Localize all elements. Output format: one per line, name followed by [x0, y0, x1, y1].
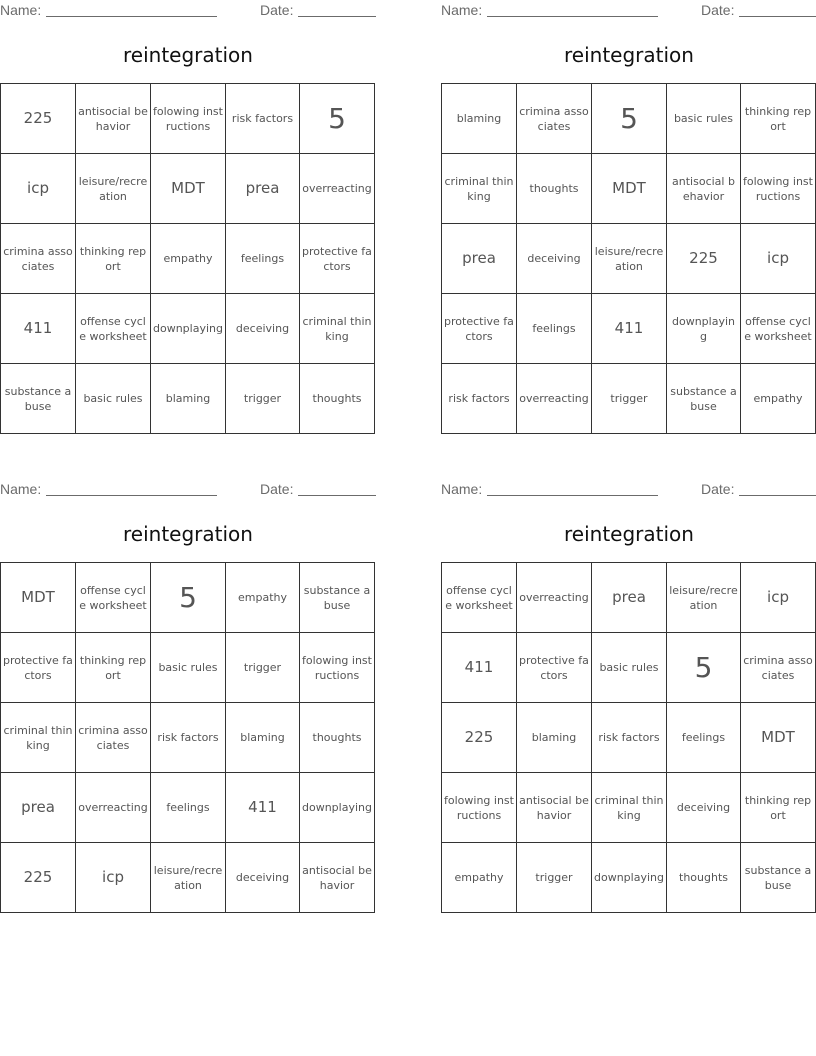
bingo-cell[interactable]: antisocial behavior	[667, 154, 741, 224]
date-field[interactable]	[298, 495, 376, 496]
bingo-cell[interactable]: 411	[226, 773, 300, 843]
bingo-cell[interactable]: blaming	[151, 364, 226, 434]
date-label: Date:	[701, 481, 735, 497]
bingo-cell[interactable]: empathy	[226, 563, 300, 633]
name-label: Name:	[0, 2, 42, 18]
bingo-card	[0, 479, 376, 892]
bingo-cell[interactable]: folowing instructions	[151, 84, 226, 154]
bingo-cell[interactable]: risk factors	[226, 84, 300, 154]
bingo-cell[interactable]: deceiving	[517, 224, 592, 294]
name-field[interactable]	[46, 16, 217, 17]
bingo-cell[interactable]: icp	[1, 154, 76, 224]
bingo-cell[interactable]: offense cycle worksheet	[442, 563, 517, 633]
bingo-cell[interactable]: antisocial behavior	[76, 84, 151, 154]
bingo-cell[interactable]: downplaying	[300, 773, 375, 843]
bingo-cell[interactable]: antisocial behavior	[300, 843, 375, 913]
bingo-cell[interactable]: overreacting	[76, 773, 151, 843]
bingo-cell[interactable]: leisure/recreation	[151, 843, 226, 913]
bingo-cell[interactable]: empathy	[151, 224, 226, 294]
bingo-cell[interactable]: feelings	[667, 703, 741, 773]
bingo-grid	[0, 83, 375, 434]
bingo-cell[interactable]: substance abuse	[300, 563, 375, 633]
bingo-cell[interactable]: crimina associates	[741, 633, 816, 703]
bingo-cell[interactable]: prea	[442, 224, 517, 294]
bingo-cell[interactable]: thoughts	[300, 703, 375, 773]
bingo-cell[interactable]: thoughts	[300, 364, 375, 434]
name-field[interactable]	[46, 495, 217, 496]
card-title: reintegration	[564, 43, 694, 67]
bingo-cell[interactable]: basic rules	[592, 633, 667, 703]
bingo-cell[interactable]: overreacting	[300, 154, 375, 224]
bingo-cell[interactable]: empathy	[442, 843, 517, 913]
bingo-cell[interactable]: trigger	[517, 843, 592, 913]
date-label: Date:	[260, 481, 294, 497]
bingo-grid	[0, 562, 375, 913]
bingo-cell[interactable]: 225	[1, 843, 76, 913]
bingo-cell[interactable]: substance abuse	[741, 843, 816, 913]
bingo-cell[interactable]: 411	[592, 294, 667, 364]
name-label: Name:	[0, 481, 42, 497]
bingo-cell[interactable]: offense cycle worksheet	[76, 563, 151, 633]
bingo-cell[interactable]: overreacting	[517, 364, 592, 434]
bingo-cell[interactable]: downplaying	[592, 843, 667, 913]
bingo-cell[interactable]: criminal thinking	[442, 154, 517, 224]
bingo-cell[interactable]: trigger	[226, 633, 300, 703]
date-field[interactable]	[739, 16, 816, 17]
bingo-cell[interactable]: prea	[592, 563, 667, 633]
bingo-cell[interactable]: basic rules	[76, 364, 151, 434]
bingo-cell[interactable]: criminal thinking	[1, 703, 76, 773]
bingo-cell[interactable]: protective factors	[517, 633, 592, 703]
bingo-cell[interactable]: trigger	[592, 364, 667, 434]
bingo-cell[interactable]: 5	[592, 84, 667, 154]
bingo-cell[interactable]: 411	[442, 633, 517, 703]
bingo-cell[interactable]: MDT	[592, 154, 667, 224]
bingo-cell[interactable]: thinking report	[76, 224, 151, 294]
bingo-cell[interactable]: 225	[442, 703, 517, 773]
date-field[interactable]	[298, 16, 376, 17]
date-label: Date:	[701, 2, 735, 18]
bingo-cell[interactable]: protective factors	[300, 224, 375, 294]
card-title: reintegration	[123, 43, 253, 67]
bingo-cell[interactable]: feelings	[151, 773, 226, 843]
bingo-cell[interactable]: folowing instructions	[741, 154, 816, 224]
bingo-cell[interactable]: thinking report	[741, 84, 816, 154]
bingo-cell[interactable]: leisure/recreation	[76, 154, 151, 224]
bingo-cell[interactable]: antisocial behavior	[517, 773, 592, 843]
card-header	[441, 0, 816, 22]
bingo-cell[interactable]: thinking report	[76, 633, 151, 703]
bingo-cell[interactable]: icp	[76, 843, 151, 913]
bingo-cell[interactable]: downplaying	[151, 294, 226, 364]
name-label: Name:	[441, 481, 483, 497]
date-field[interactable]	[739, 495, 816, 496]
bingo-cell[interactable]: empathy	[741, 364, 816, 434]
bingo-card	[441, 479, 816, 892]
bingo-cell[interactable]: folowing instructions	[300, 633, 375, 703]
bingo-cell[interactable]: prea	[226, 154, 300, 224]
bingo-cell[interactable]: thoughts	[517, 154, 592, 224]
bingo-cell[interactable]: 225	[667, 224, 741, 294]
bingo-cell[interactable]: crimina associates	[1, 224, 76, 294]
bingo-cell[interactable]: offense cycle worksheet	[76, 294, 151, 364]
bingo-cell[interactable]: deceiving	[667, 773, 741, 843]
bingo-cell[interactable]: feelings	[226, 224, 300, 294]
bingo-cell[interactable]: offense cycle worksheet	[741, 294, 816, 364]
bingo-cell[interactable]: risk factors	[442, 364, 517, 434]
bingo-cell[interactable]: trigger	[226, 364, 300, 434]
bingo-cell[interactable]: criminal thinking	[592, 773, 667, 843]
bingo-cell[interactable]: leisure/recreation	[667, 563, 741, 633]
bingo-cell[interactable]: 5	[667, 633, 741, 703]
bingo-card	[441, 0, 816, 413]
card-header	[441, 479, 816, 501]
bingo-cell[interactable]: folowing instructions	[442, 773, 517, 843]
bingo-cell[interactable]: blaming	[226, 703, 300, 773]
bingo-cell[interactable]: MDT	[151, 154, 226, 224]
bingo-cell[interactable]: deceiving	[226, 843, 300, 913]
bingo-cell[interactable]: basic rules	[667, 84, 741, 154]
bingo-card	[0, 0, 376, 413]
bingo-cell[interactable]: risk factors	[151, 703, 226, 773]
bingo-cell[interactable]: deceiving	[226, 294, 300, 364]
bingo-cell[interactable]: blaming	[517, 703, 592, 773]
bingo-cell[interactable]: 5	[151, 563, 226, 633]
bingo-cell[interactable]: downplaying	[667, 294, 741, 364]
bingo-cell[interactable]: thoughts	[667, 843, 741, 913]
bingo-cell[interactable]: basic rules	[151, 633, 226, 703]
bingo-cell[interactable]: icp	[741, 224, 816, 294]
bingo-cell[interactable]: criminal thinking	[300, 294, 375, 364]
bingo-cell[interactable]: 5	[300, 84, 375, 154]
date-label: Date:	[260, 2, 294, 18]
bingo-cell[interactable]: feelings	[517, 294, 592, 364]
bingo-cell[interactable]: risk factors	[592, 703, 667, 773]
name-field[interactable]	[487, 495, 658, 496]
bingo-cell[interactable]: blaming	[442, 84, 517, 154]
card-title: reintegration	[123, 522, 253, 546]
bingo-cell[interactable]: overreacting	[517, 563, 592, 633]
bingo-cell[interactable]: prea	[1, 773, 76, 843]
bingo-grid	[441, 83, 816, 434]
bingo-cell[interactable]: 411	[1, 294, 76, 364]
card-title: reintegration	[564, 522, 694, 546]
bingo-cell[interactable]: protective factors	[1, 633, 76, 703]
name-label: Name:	[441, 2, 483, 18]
bingo-cell[interactable]: substance abuse	[667, 364, 741, 434]
bingo-cell[interactable]: protective factors	[442, 294, 517, 364]
name-field[interactable]	[487, 16, 658, 17]
bingo-cell[interactable]: MDT	[741, 703, 816, 773]
bingo-grid	[441, 562, 816, 913]
bingo-cell[interactable]: icp	[741, 563, 816, 633]
bingo-cell[interactable]: leisure/recreation	[592, 224, 667, 294]
card-header	[0, 479, 376, 501]
card-header	[0, 0, 376, 22]
bingo-cell[interactable]: 225	[1, 84, 76, 154]
bingo-cell[interactable]: substance abuse	[1, 364, 76, 434]
bingo-cell[interactable]: crimina associates	[517, 84, 592, 154]
bingo-cell[interactable]: thinking report	[741, 773, 816, 843]
bingo-cell[interactable]: MDT	[1, 563, 76, 633]
bingo-cell[interactable]: crimina associates	[76, 703, 151, 773]
